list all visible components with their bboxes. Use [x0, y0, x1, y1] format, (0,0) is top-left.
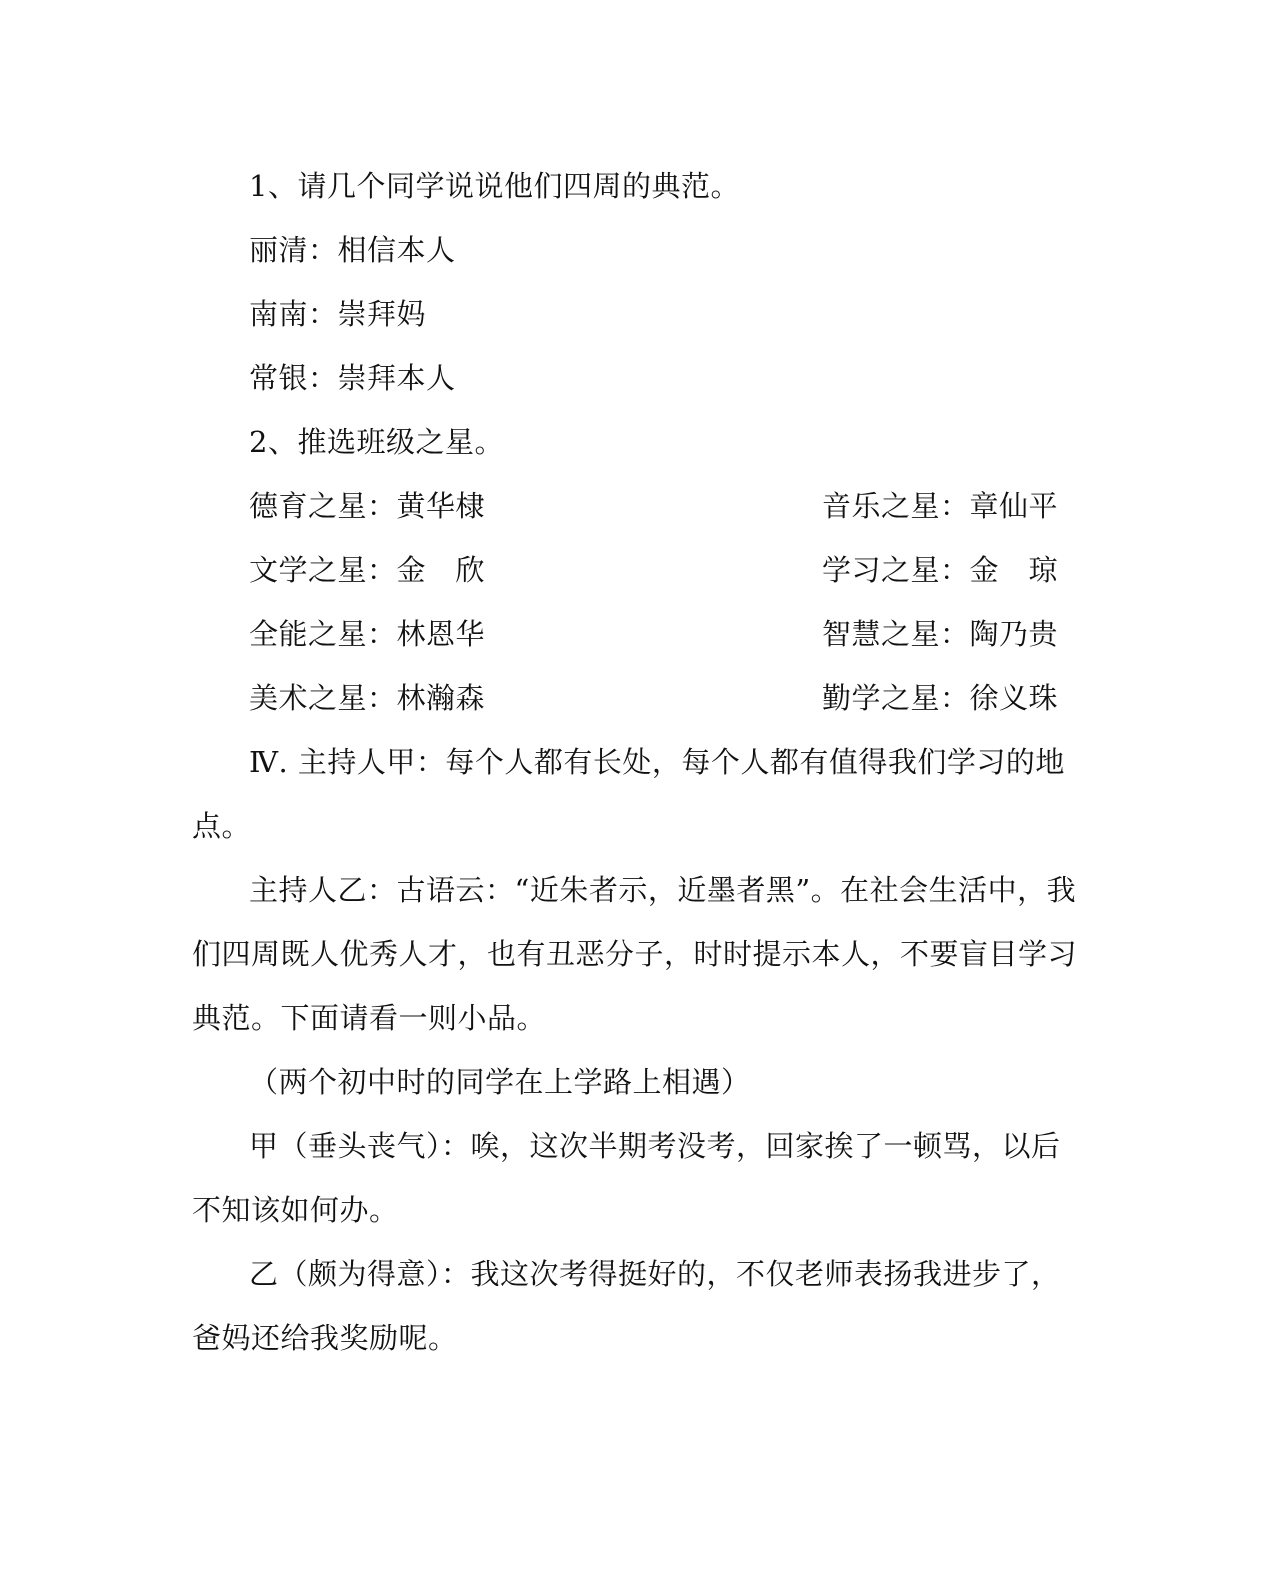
paragraph-host-b-line3: 典范。下面请看一则小品。: [192, 1001, 547, 1035]
star-left-1: 德育之星：黄华棣: [249, 489, 486, 523]
paragraph-host-b-line1: 主持人乙：古语云：“近朱者示，近墨者黑”。在社会生活中，我: [249, 873, 1077, 907]
star-right-2: 学习之星：金 琼: [822, 553, 1059, 587]
paragraph-stage-direction: （两个初中时的同学在上学路上相遇）: [249, 1065, 751, 1099]
paragraph-yi-line2: 爸妈还给我奖励呢。: [192, 1321, 458, 1355]
paragraph-item-2: 2、推选班级之星。: [249, 425, 504, 459]
star-left-2: 文学之星：金 欣: [249, 553, 486, 587]
paragraph-item-1: 1、请几个同学说说他们四周的典范。: [249, 169, 740, 203]
star-right-3: 智慧之星：陶乃贵: [822, 617, 1059, 651]
star-left-3: 全能之星：林恩华: [249, 617, 486, 651]
paragraph-yi-line1: 乙（颇为得意）：我这次考得挺好的，不仅老师表扬我进步了，: [249, 1257, 1061, 1291]
paragraph-host-a-line2: 点。: [192, 809, 252, 843]
paragraph-host-a-line1: Ⅳ. 主持人甲：每个人都有长处，每个人都有值得我们学习的地: [249, 745, 1065, 779]
paragraph-changyin: 常银：崇拜本人: [249, 361, 456, 395]
paragraph-jia-line2: 不知该如何办。: [192, 1193, 399, 1227]
paragraph-jia-line1: 甲（垂头丧气）：唉，这次半期考没考，回家挨了一顿骂，以后: [249, 1129, 1061, 1163]
paragraph-host-b-line2: 们四周既人优秀人才，也有丑恶分子，时时提示本人，不要盲目学习: [192, 937, 1078, 971]
star-right-1: 音乐之星：章仙平: [822, 489, 1059, 523]
paragraph-liqing: 丽清：相信本人: [249, 233, 456, 267]
paragraph-nannan: 南南：崇拜妈: [249, 297, 427, 331]
star-left-4: 美术之星：林瀚森: [249, 681, 486, 715]
star-right-4: 勤学之星：徐义珠: [822, 681, 1059, 715]
